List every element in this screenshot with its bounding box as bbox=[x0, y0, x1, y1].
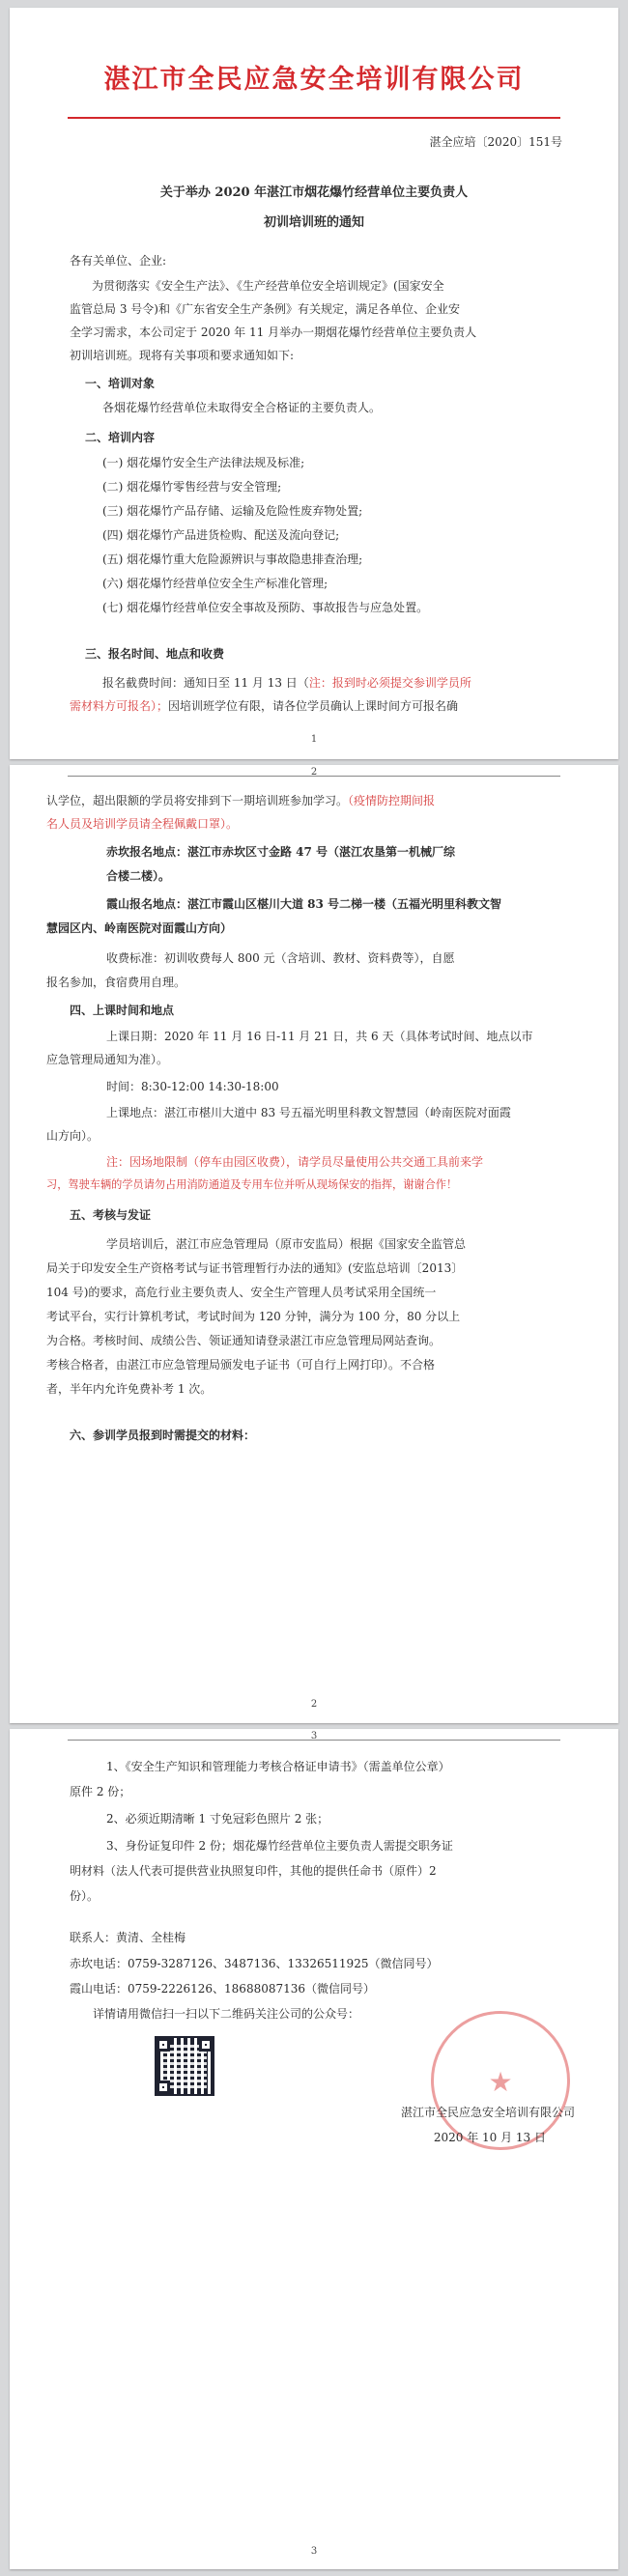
section-2-heading: 二、培训内容 bbox=[85, 431, 156, 444]
document-page-2 bbox=[10, 765, 618, 1723]
document-number: 湛全应培〔2020〕151号 bbox=[429, 135, 562, 149]
header-red-rule bbox=[68, 117, 560, 119]
assessment-line: 104 号)的要求，高危行业主要负责人、安全生产管理人员考试采用全国统一 bbox=[46, 1286, 437, 1299]
company-header-title: 湛江市全民应急安全培训有限公司 bbox=[103, 65, 525, 95]
registration-deadline-text: 报名截费时间：通知日至 11 月 13 日（ bbox=[102, 676, 309, 690]
assessment-line: 局关于印发安全生产资格考试与证书管理暂行办法的通知》(安监总培训〔2013〕 bbox=[46, 1261, 464, 1275]
wechat-instruction: 详情请用微信扫一扫以下二维码关注公司的公众号： bbox=[93, 2007, 360, 2021]
registration-deadline bbox=[102, 674, 471, 692]
seat-confirmation-text: 认学位，超出限额的学员将安排到下一期培训班参加学习。 bbox=[46, 794, 349, 807]
assessment-line: 为合格。考核时间、成绩公告、领证通知请登录湛江市应急管理局网站查询。 bbox=[46, 1334, 442, 1347]
page-number: 3 bbox=[310, 2546, 318, 2557]
notice-title-line-1: 关于举办 2020 年湛江市烟花爆竹经营单位主要负责人 bbox=[159, 185, 469, 200]
section-1-heading: 一、培训对象 bbox=[85, 377, 156, 390]
qr-finder-pattern bbox=[199, 2038, 213, 2052]
registration-line-2 bbox=[70, 697, 458, 715]
page-number: 3 bbox=[310, 1731, 318, 1741]
greeting: 各有关单位、企业: bbox=[70, 254, 167, 268]
section-4-heading: 四、上课时间和地点 bbox=[70, 1004, 175, 1017]
xiashan-phone: 霞山电话：0759-2226126、18688087136（微信同号） bbox=[70, 1982, 376, 1996]
registration-materials-note: 需材料方可报名）； bbox=[70, 699, 169, 713]
registration-seat-note: 因培训班学位有限，请各位学员确认上课时间方可报名确 bbox=[168, 699, 459, 713]
section-3-heading: 三、报名时间、地点和收费 bbox=[85, 647, 225, 661]
notice-title-line-2: 初训培训班的通知 bbox=[263, 215, 364, 230]
registration-continued bbox=[46, 792, 435, 809]
material-item-3: 3、身份证复印件 2 份；烟花爆竹经营单位主要负责人需提交职务证 bbox=[106, 1839, 453, 1853]
parking-note-cont: 习，驾驶车辆的学员请勿占用消防通道及专用车位并听从现场保安的指挥，谢谢合作！ bbox=[46, 1178, 458, 1191]
qr-finder-pattern bbox=[157, 2081, 170, 2094]
training-content-item: (一) 烟花爆竹安全生产法律法规及标准; bbox=[102, 456, 305, 469]
training-content-item: (五) 烟花爆竹重大危险源辨识与事故隐患排查治理; bbox=[102, 552, 363, 566]
contact-people: 联系人：黄清、全桂梅 bbox=[70, 1931, 186, 1944]
document-page-3 bbox=[10, 1729, 618, 2569]
intro-line: 为贯彻落实《安全生产法》、《生产经营单位安全培训规定》(国家安全 bbox=[92, 279, 444, 293]
material-item-1: 1、《安全生产知识和管理能力考核合格证申请书》（需盖单位公章） bbox=[106, 1760, 450, 1773]
assessment-line: 考试平台，实行计算机考试，考试时间为 120 分钟，满分为 100 分，80 分以上 bbox=[46, 1310, 461, 1323]
training-content-item: (三) 烟花爆竹产品存储、运输及危险性废弃物处置; bbox=[102, 504, 363, 518]
class-dates-cont: 应急管理局通知为准）。 bbox=[46, 1053, 169, 1066]
page-number: 1 bbox=[310, 734, 318, 745]
material-item-3-cont: 份）。 bbox=[70, 1889, 100, 1903]
material-item-2: 2、必须近期清晰 1 寸免冠彩色照片 2 张； bbox=[106, 1812, 329, 1826]
material-item-1-cont: 原件 2 份； bbox=[70, 1785, 131, 1798]
material-item-3-cont: 明材料（法人代表可提供营业执照复印件，其他的提供任命书（原件）2 bbox=[70, 1864, 437, 1878]
signature-company: 湛江市全民应急安全培训有限公司 bbox=[400, 2106, 575, 2119]
qr-code-icon bbox=[155, 2036, 214, 2096]
page-number: 2 bbox=[310, 1699, 318, 1710]
registration-deadline-note: 注：报到时必须提交参训学员所 bbox=[308, 676, 471, 690]
xiashan-registration-location-cont: 慧园区内、岭南医院对面霞山方向） bbox=[46, 921, 233, 935]
section-6-heading: 六、参训学员报到时需提交的材料： bbox=[70, 1429, 256, 1442]
chikan-registration-location-cont: 合楼二楼）。 bbox=[106, 869, 171, 883]
training-content-item: (二) 烟花爆竹零售经营与安全管理; bbox=[102, 480, 282, 494]
parking-note: 注：因场地限制（停车由园区收费），请学员尽量使用公共交通工具前来学 bbox=[106, 1155, 484, 1169]
assessment-line: 考核合格者，由湛江市应急管理局颁发电子证书（可自行上网打印）。不合格 bbox=[46, 1358, 436, 1372]
epidemic-note-continued: 名人员及培训学员请全程佩戴口罩）。 bbox=[46, 817, 239, 831]
intro-line: 监管总局 3 号令)和《广东省安全生产条例》有关规定，满足各单位、企业安 bbox=[70, 302, 460, 316]
section-5-heading: 五、考核与发证 bbox=[70, 1208, 152, 1222]
assessment-line: 学员培训后，湛江市应急管理局（原市安监局）根据《国家安全监管总 bbox=[106, 1237, 467, 1251]
document-page-1 bbox=[10, 8, 618, 759]
fee-standard: 收费标准：初训收费每人 800 元（含培训、教材、资料费等），自愿 bbox=[106, 951, 455, 965]
chikan-registration-location: 赤坎报名地点：湛江市赤坎区寸金路 47 号（湛江农垦第一机械厂综 bbox=[106, 845, 456, 859]
class-dates: 上课日期：2020 年 11 月 16 日-11 月 21 日，共 6 天（具体考试时间、地点以市 bbox=[106, 1030, 533, 1043]
section-1-text: 各烟花爆竹经营单位未取得安全合格证的主要负责人。 bbox=[102, 401, 382, 414]
intro-line: 初训培训班。现将有关事项和要求通知如下: bbox=[70, 349, 295, 362]
class-time: 时间：8:30-12:00 14:30-18:00 bbox=[106, 1080, 279, 1093]
xiashan-registration-location: 霞山报名地点：湛江市霞山区椹川大道 83 号二梯一楼（五福光明里科教文智 bbox=[106, 897, 502, 911]
chikan-phone: 赤坎电话：0759-3287126、3487136、13326511925（微信同号） bbox=[70, 1957, 439, 1970]
seal-star-icon: ★ bbox=[488, 2066, 513, 2098]
intro-line: 全学习需求，本公司定于 2020 年 11 月举办一期烟花爆竹经营单位主要负责人 bbox=[70, 326, 477, 339]
class-venue: 上课地点：湛江市椹川大道中 83 号五福光明里科教文智慧园（岭南医院对面霞 bbox=[106, 1106, 511, 1119]
fee-standard-cont: 报名参加，食宿费用自理。 bbox=[46, 976, 186, 989]
page-number: 2 bbox=[310, 767, 318, 778]
qr-finder-pattern bbox=[157, 2038, 170, 2052]
training-content-item: (四) 烟花爆竹产品进货检购、配送及流向登记; bbox=[102, 528, 340, 542]
assessment-line: 者，半年内允许免费补考 1 次。 bbox=[46, 1382, 213, 1396]
signature-date: 2020 年 10 月 13 日 bbox=[433, 2131, 546, 2144]
training-content-item: (七) 烟花爆竹经营单位安全事故及预防、事故报告与应急处置。 bbox=[102, 601, 429, 614]
class-venue-cont: 山方向）。 bbox=[46, 1129, 100, 1143]
epidemic-note: （疫情防控期间报 bbox=[348, 794, 436, 807]
training-content-item: (六) 烟花爆竹经营单位安全生产标准化管理; bbox=[102, 577, 328, 590]
